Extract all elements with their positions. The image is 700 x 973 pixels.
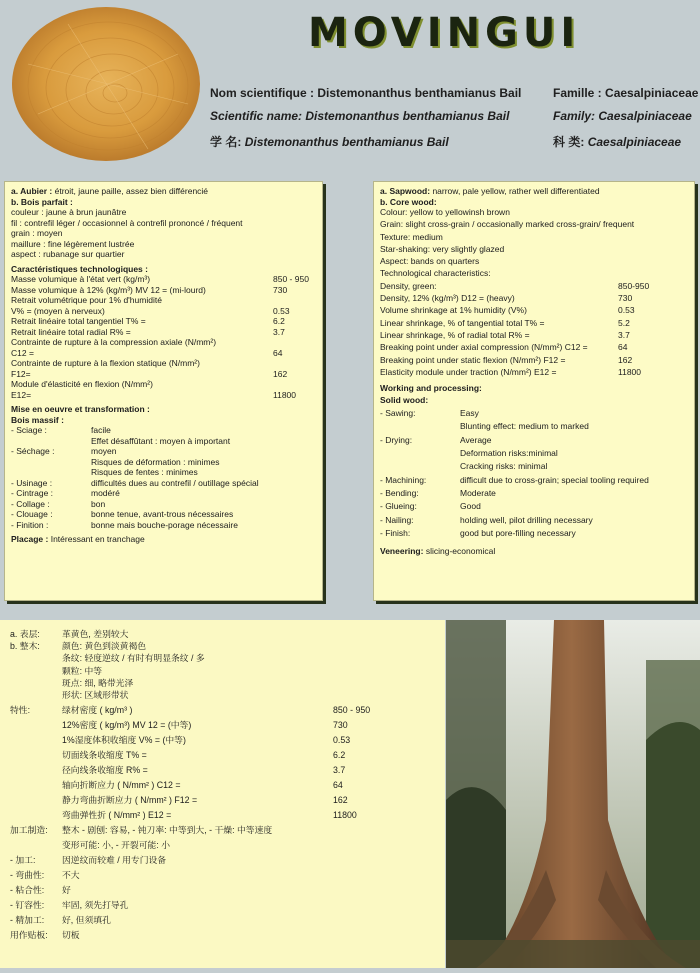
- work-row: [380, 488, 688, 501]
- cn-scientific-name: [210, 133, 449, 150]
- cn-text: 好: [62, 884, 71, 895]
- cn-sci-value: Distemonanthus benthamianus Bail: [244, 135, 449, 149]
- cn-row: [10, 677, 445, 689]
- cn-row: [10, 839, 445, 854]
- fr-scientific-name: [210, 86, 521, 100]
- cn-row: [10, 779, 445, 794]
- work-label: - Cintrage :: [11, 488, 54, 498]
- cn-value: 162: [333, 794, 348, 805]
- cn-text: 径向线条收缩度 R% =: [62, 764, 148, 775]
- prop-value: 3.7: [273, 326, 285, 337]
- placage-text: Intéressant en tranchage: [50, 534, 145, 544]
- core-line: Colour: yellow to yellowinsh brown: [380, 207, 510, 217]
- bois-lines: [11, 207, 316, 260]
- tree-photo: [446, 620, 700, 968]
- english-panel: [373, 181, 695, 601]
- prop-value: 11800: [273, 389, 297, 400]
- sapwood-text: narrow, pale yellow, rather well differentiated: [432, 186, 600, 196]
- work-row: [380, 515, 688, 528]
- cn-row: [10, 652, 445, 664]
- prop-label: Retrait linéaire total radial R% =: [11, 326, 131, 337]
- prop-row: [380, 355, 688, 367]
- work-row: [380, 421, 688, 434]
- prop-label: Contrainte de rupture à la compression axiale (N/mm²): [11, 337, 217, 347]
- cn-text: 颜色: 黄色到淡黄褐色: [62, 641, 147, 652]
- prop-value: 850 - 950: [273, 274, 309, 284]
- work-value: Deformation risks:minimal: [460, 447, 558, 458]
- prop-label: Masse volumique à 12% (kg/m³) MV 12 = (mi-lourd): [11, 284, 206, 295]
- prop-row: [11, 348, 316, 359]
- core-line: Grain: slight cross-grain / occasionally marked cross-grain/ frequent: [380, 219, 635, 230]
- cn-text: 好, 但须填孔: [62, 914, 111, 925]
- cn-label: 特性:: [10, 704, 31, 715]
- prop-value: 6.2: [273, 316, 285, 326]
- prop-row: [11, 337, 316, 348]
- work-label: - Glueing:: [380, 501, 417, 512]
- fr-fam-value: Caesalpiniaceae: [605, 86, 699, 100]
- work-value: difficultés dues au contrefil / outillage spécial: [91, 477, 259, 488]
- prop-label: Retrait volumétrique pour 1% d'humidité: [11, 295, 162, 305]
- wood-section-image: [8, 4, 204, 164]
- cn-label: - 钉容性:: [10, 899, 45, 910]
- work-row: [11, 446, 316, 457]
- bois-line: couleur : jaune à brun jaunâtre: [11, 207, 127, 217]
- work-label: - Finish:: [380, 528, 411, 539]
- prop-row: [11, 274, 316, 285]
- core-line: Texture: medium: [380, 231, 443, 242]
- work-value: difficult due to cross-grain; special tooling required: [460, 474, 649, 485]
- work-row: [380, 475, 688, 488]
- cn-fam-label: 科 类:: [553, 135, 585, 149]
- work-value: good but pore-filling necessary: [460, 528, 576, 539]
- cn-value: 0.53: [333, 734, 351, 745]
- work-label: - Bending:: [380, 488, 419, 499]
- work-value: Easy: [460, 407, 479, 418]
- prop-label: Linear shrinkage, % of radial total R% =: [380, 329, 530, 340]
- prop-label: Contrainte de rupture à la flexion statique (N/mm²): [11, 358, 200, 368]
- french-panel: [4, 181, 323, 601]
- work-row: [11, 425, 316, 436]
- prop-label: Module d'élasticité en flexion (N/mm²): [11, 379, 153, 389]
- cn-text: 不大: [62, 869, 80, 880]
- cn-sci-label: 学 名:: [210, 135, 242, 149]
- bois-line: fil : contrefil léger / occasionnel à contrefil prononcé / fréquent: [11, 217, 243, 228]
- bois-line: grain : moyen: [11, 228, 63, 238]
- prop-label: Breaking point under static flexion (N/mm²) F12 =: [380, 354, 566, 365]
- work-value: Effet désaffûtant : moyen à important: [91, 435, 231, 446]
- cn-row: [10, 854, 445, 869]
- en-sci-value: Distemonanthus benthamianus Bail: [305, 109, 510, 123]
- core-line: Aspect: bands on quarters: [380, 256, 480, 267]
- cn-row: [10, 794, 445, 809]
- cn-label: b. 整木:: [10, 641, 40, 652]
- cn-row: [10, 899, 445, 914]
- cn-row: [10, 914, 445, 929]
- cn-value: 850 - 950: [333, 704, 371, 715]
- fr-sci-value: Distemonanthus benthamianus Bail: [317, 86, 522, 100]
- cn-label: - 弯曲性:: [10, 869, 45, 880]
- work-label: - Drying:: [380, 434, 413, 445]
- work-value: moyen: [91, 446, 117, 456]
- core-label: b. Core wood:: [380, 196, 437, 207]
- placage-row: [11, 534, 316, 545]
- cn-label: a. 表层:: [10, 629, 40, 639]
- work-row: [380, 528, 688, 541]
- prop-value: 162: [618, 354, 633, 365]
- cn-text: 绿材密度 ( kg/m³ ): [62, 704, 133, 715]
- prop-row: [11, 379, 316, 390]
- prop-label: Density, 12% (kg/m³) D12 = (heavy): [380, 293, 515, 304]
- cn-value: 11800: [333, 809, 357, 820]
- cn-text: 1%湿度体积收缩度 V% = (中等): [62, 734, 186, 745]
- work-value: Risques de fentes : minimes: [91, 467, 198, 477]
- prop-row: [380, 293, 688, 305]
- prop-label: V% = (moyen à nerveux): [11, 305, 105, 316]
- prop-row: [380, 318, 688, 330]
- prop-row: [11, 358, 316, 369]
- cn-rows: [0, 620, 445, 944]
- work-row: [11, 478, 316, 489]
- fr-sci-label: Nom scientifique :: [210, 86, 315, 100]
- work-row: [11, 488, 316, 499]
- prop-value: 11800: [618, 366, 642, 377]
- cn-label: - 加工:: [10, 854, 36, 865]
- cn-value: 6.2: [333, 749, 346, 760]
- prop-value: 730: [273, 284, 288, 295]
- prop-value: 3.7: [618, 329, 630, 340]
- cn-row: [10, 824, 445, 839]
- fr-work: [11, 425, 316, 530]
- prop-value: 850-950: [618, 280, 650, 291]
- cn-text: 牢固, 须先打导孔: [62, 899, 129, 910]
- prop-row: [11, 369, 316, 380]
- sapwood-row: [380, 186, 688, 197]
- work-label: - Machining:: [380, 474, 427, 485]
- aubier-label: a. Aubier :: [11, 186, 53, 196]
- prop-row: [380, 330, 688, 342]
- aubier-row: [11, 186, 316, 197]
- cn-label: 用作贴板:: [10, 929, 48, 940]
- work-row: [380, 408, 688, 421]
- cn-text: 轴向折断应力 ( N/mm² ) C12 =: [62, 779, 181, 790]
- prop-label: Density, green:: [380, 280, 437, 291]
- work-row: [380, 448, 688, 461]
- cn-text: 切板: [62, 929, 80, 940]
- bois-line: aspect : rubanage sur quartier: [11, 249, 125, 259]
- work-label: - Sawing:: [380, 407, 416, 418]
- prop-label: E12=: [11, 389, 32, 400]
- prop-value: 162: [273, 368, 288, 379]
- cn-text: 革黄色, 差别较大: [62, 629, 129, 639]
- cn-text: 形状: 区域形带状: [62, 689, 129, 700]
- cn-text: 斑点: 细, 略带光泽: [62, 677, 134, 688]
- veneering-row: [380, 546, 688, 557]
- cn-row: [10, 734, 445, 749]
- prop-row: [11, 390, 316, 401]
- work-label: - Clouage :: [11, 509, 53, 519]
- fr-family: [553, 86, 698, 100]
- work-row: [380, 501, 688, 514]
- prop-label: C12 =: [11, 347, 34, 358]
- cn-text: 切面线条收缩度 T% =: [62, 749, 147, 760]
- cn-text: 因逆纹而较难 / 用专门设备: [62, 854, 167, 865]
- cn-fam-value: Caesalpiniaceae: [587, 135, 682, 149]
- en-fam-value: Caesalpiniaceae: [598, 109, 692, 123]
- work-value: Risques de déformation : minimes: [91, 456, 220, 467]
- sapwood-label: a. Sapwood:: [380, 186, 431, 196]
- cn-row: [10, 665, 445, 677]
- prop-row: [380, 367, 688, 379]
- cn-value: 3.7: [333, 764, 346, 775]
- work-value: Average: [460, 434, 492, 445]
- prop-row: [380, 305, 688, 317]
- prop-value: 0.53: [618, 305, 635, 316]
- prop-label: Masse volumique à l'état vert (kg/m³): [11, 274, 151, 284]
- work-value: modéré: [91, 488, 120, 498]
- prop-label: Linear shrinkage, % of tangential total T% =: [380, 317, 545, 328]
- work-value: bonne tenue, avant-trous nécessaires: [91, 509, 234, 519]
- work-value: bonne mais bouche-porage nécessaire: [91, 519, 238, 530]
- prop-value: 64: [618, 342, 628, 353]
- en-scientific-name: [210, 109, 509, 123]
- placage-label: Placage :: [11, 534, 49, 544]
- veneering-label: Veneering:: [380, 545, 424, 556]
- work-row: [380, 461, 688, 474]
- cn-text: 静力弯曲折断应力 ( N/mm² ) F12 =: [62, 794, 198, 805]
- work-label: - Usinage :: [11, 477, 53, 488]
- work-value: facile: [91, 425, 111, 435]
- veneering-text: slicing-economical: [425, 545, 496, 556]
- massif-title: Bois massif :: [11, 414, 64, 425]
- cn-value: 730: [333, 719, 348, 730]
- en-sci-label: Scientific name:: [210, 109, 303, 123]
- en-props: [380, 281, 688, 379]
- prop-row: [380, 342, 688, 354]
- en-family: [553, 109, 692, 123]
- fr-props: [11, 274, 316, 400]
- prop-label: Breaking point under axial compression (N/mm²) C12 =: [380, 342, 588, 353]
- cn-text: 弯曲弹性折 ( N/mm² ) E12 =: [62, 809, 172, 820]
- prop-row: [11, 306, 316, 317]
- work-row: [11, 457, 316, 468]
- cn-label: - 粘合性:: [10, 884, 45, 895]
- work-row: [11, 520, 316, 531]
- prop-value: 64: [273, 347, 283, 358]
- cn-row: [10, 689, 445, 704]
- cn-row: [10, 869, 445, 884]
- cn-row: [10, 749, 445, 764]
- work-value: Blunting effect: medium to marked: [460, 421, 589, 432]
- work-value: Cracking risks: minimal: [460, 461, 548, 472]
- cn-row: [10, 809, 445, 824]
- cn-text: 颗粒: 中等: [62, 665, 103, 676]
- prop-row: [11, 327, 316, 338]
- cn-row: [10, 929, 445, 944]
- work-label: - Nailing:: [380, 514, 414, 525]
- work-value: bon: [91, 498, 106, 509]
- work-row: [11, 509, 316, 520]
- cn-row: [10, 640, 445, 652]
- work-row: [11, 499, 316, 510]
- cn-value: 64: [333, 779, 343, 790]
- page-title: MOVINGUI: [308, 10, 581, 56]
- chinese-panel: [0, 620, 445, 968]
- prop-row: [380, 281, 688, 293]
- en-fam-label: Family:: [553, 109, 596, 123]
- work-row: [11, 436, 316, 447]
- cn-row: [10, 704, 445, 719]
- cn-row: [10, 764, 445, 779]
- prop-row: [11, 316, 316, 327]
- core-lines: [380, 207, 688, 281]
- core-line: Star-shaking: very slightly glazed: [380, 243, 505, 254]
- cn-text: 变形可能: 小, - 开裂可能: 小: [62, 839, 171, 850]
- work-row: [380, 435, 688, 448]
- bois-line: maillure : fine légèrement lustrée: [11, 238, 135, 249]
- cn-label: - 精加工:: [10, 914, 45, 925]
- prop-label: F12=: [11, 368, 31, 379]
- mise-title: Mise en oeuvre et transformation :: [11, 404, 150, 414]
- work-value: Good: [460, 501, 481, 512]
- cn-label: 加工制造:: [10, 824, 48, 835]
- work-value: holding well, pilot drilling necessary: [460, 514, 593, 525]
- working-title: Working and processing:: [380, 383, 482, 394]
- core-line: Technological characteristics:: [380, 268, 491, 279]
- en-work: [380, 408, 688, 542]
- solid-title: Solid wood:: [380, 395, 429, 406]
- prop-value: 5.2: [618, 317, 630, 328]
- cn-row: [10, 628, 445, 640]
- cn-text: 12%密度 ( kg/m³) MV 12 = (中等): [62, 719, 192, 730]
- prop-row: [11, 285, 316, 296]
- work-row: [11, 467, 316, 478]
- cn-family: [553, 133, 681, 150]
- work-label: - Finition :: [11, 519, 49, 530]
- prop-value: 0.53: [273, 305, 290, 316]
- work-value: Moderate: [460, 488, 496, 499]
- aubier-text: étroit, jaune paille, assez bien différencié: [54, 186, 209, 196]
- fr-fam-label: Famille :: [553, 86, 602, 100]
- work-label: - Sciage :: [11, 425, 47, 435]
- prop-value: 730: [618, 293, 633, 304]
- prop-label: Elasticity module under traction (N/mm²) E12 =: [380, 366, 557, 377]
- prop-label: Retrait linéaire total tangentiel T% =: [11, 316, 146, 326]
- work-label: - Séchage :: [11, 446, 55, 456]
- bois-label: b. Bois parfait :: [11, 196, 73, 207]
- cn-row: [10, 884, 445, 899]
- cn-row: [10, 719, 445, 734]
- prop-row: [11, 295, 316, 306]
- work-label: - Collage :: [11, 498, 50, 509]
- cn-text: 整木 - 剧刨: 容易, - 钝刀率: 中等到大, - 干燥: 中等速度: [62, 824, 273, 835]
- cn-text: 条纹: 轻度逆纹 / 有时有明显条纹 / 多: [62, 653, 205, 664]
- prop-label: Volume shrinkage at 1% humidity (V%): [380, 305, 527, 316]
- carac-title: Caractéristiques technologiques :: [11, 263, 148, 274]
